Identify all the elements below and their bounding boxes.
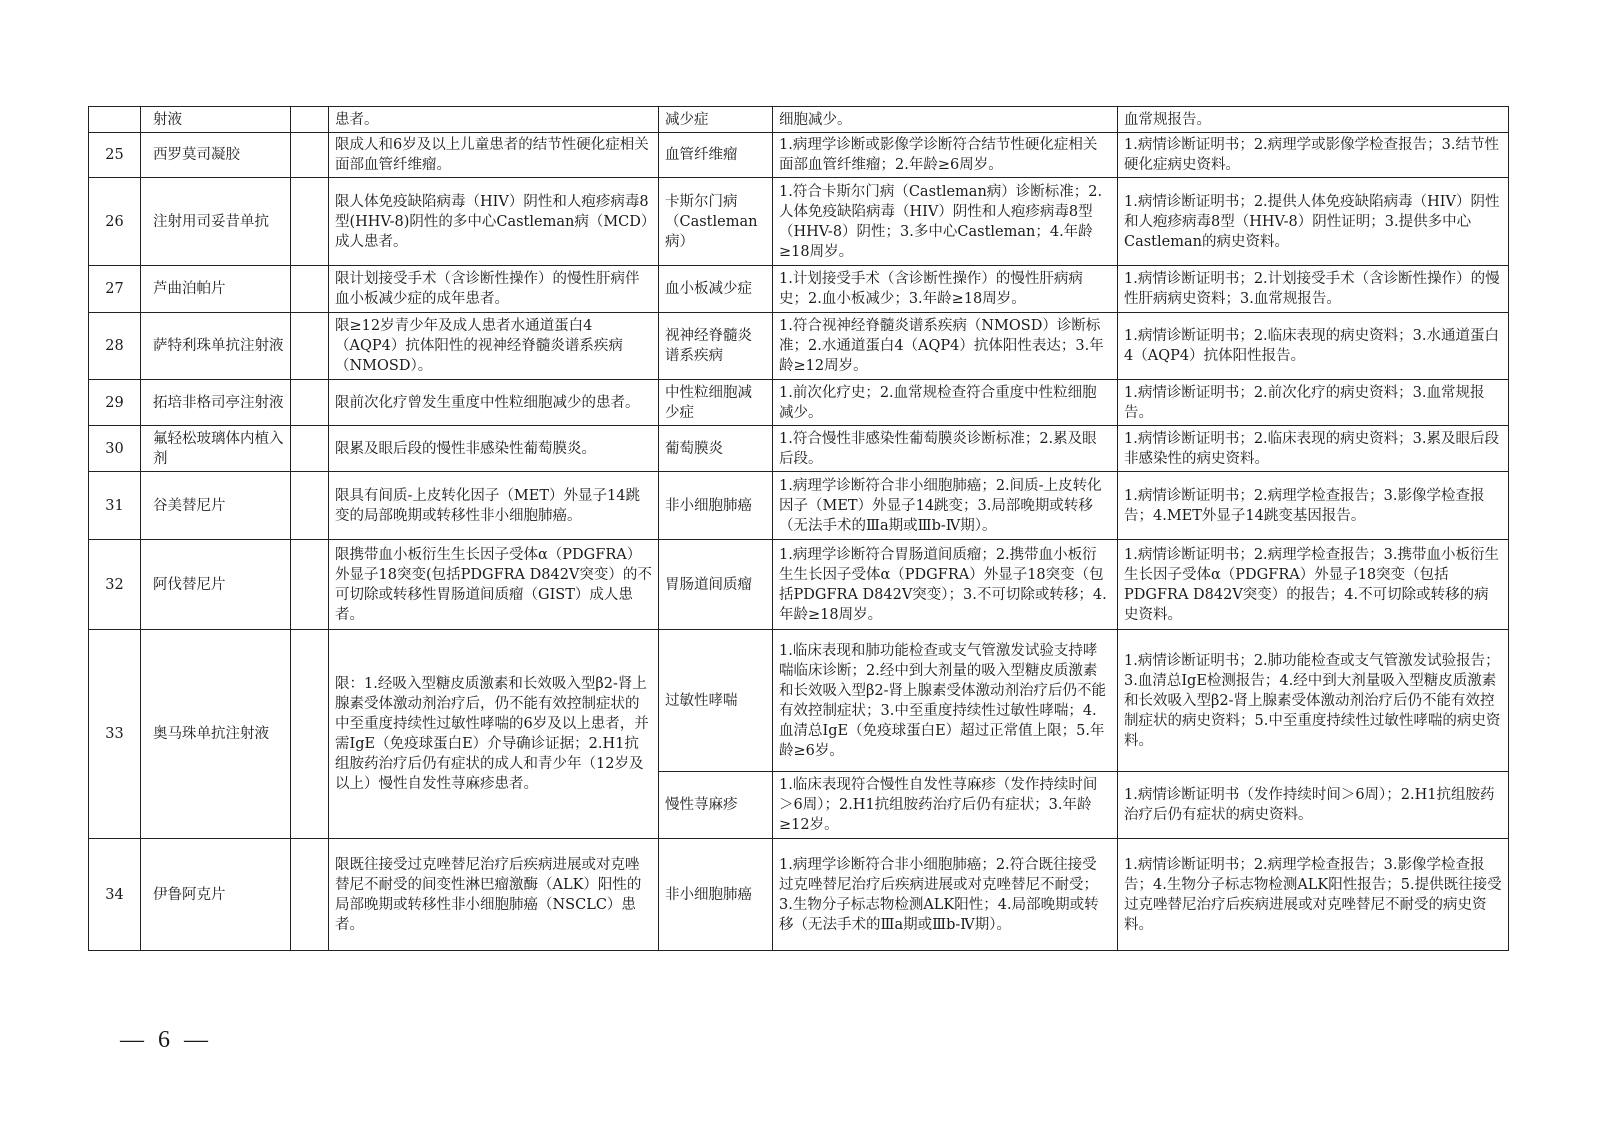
indication-cell: 血管纤维瘤 bbox=[659, 133, 773, 178]
materials-cell: 1.病情诊断证明书；2.临床表现的病史资料；3.累及眼后段非感染性的病史资料。 bbox=[1118, 426, 1509, 472]
blank-cell bbox=[291, 107, 329, 133]
indication-cell: 非小细胞肺癌 bbox=[659, 472, 773, 540]
blank-cell bbox=[291, 133, 329, 178]
limit-cell: 限前次化疗曾发生重度中性粒细胞减少的患者。 bbox=[329, 380, 659, 426]
limit-cell: 限≥12岁青少年及成人患者水通道蛋白4（AQP4）抗体阳性的视神经脊髓炎谱系疾病（NMOSD）。 bbox=[329, 313, 659, 380]
drug-name: 萨特利珠单抗注射液 bbox=[141, 313, 291, 380]
row-number: 27 bbox=[89, 266, 141, 313]
materials-cell: 1.病情诊断证明书；2.肺功能检查或支气管激发试验报告；3.血清总IgE检测报告；4.经中到大剂量吸入型糖皮质激素和长效吸入型β2-肾上腺素受体激动剂治疗后仍不能有效控制症状的病史资料；5.中至重度持续性过敏性哮喘的病史资料。 bbox=[1118, 630, 1509, 772]
table-row bbox=[89, 630, 1509, 772]
blank-cell bbox=[291, 266, 329, 313]
blank-cell bbox=[291, 426, 329, 472]
materials-cell: 1.病情诊断证明书；2.前次化疗的病史资料；3.血常规报告。 bbox=[1118, 380, 1509, 426]
indication-cell: 视神经脊髓炎谱系疾病 bbox=[659, 313, 773, 380]
blank-cell bbox=[291, 178, 329, 266]
limit-cell: 患者。 bbox=[329, 107, 659, 133]
table-row bbox=[89, 178, 1509, 266]
table-row bbox=[89, 133, 1509, 178]
row-number: 33 bbox=[89, 630, 141, 839]
materials-cell: 1.病情诊断证明书；2.病理学检查报告；3.携带血小板衍生生长因子受体α（PDGFRA）外显子18突变（包括PDGFRA D842V突变）的报告；4.不可切除或转移的病史资料。 bbox=[1118, 540, 1509, 630]
drug-name: 氟轻松玻璃体内植入剂 bbox=[141, 426, 291, 472]
table-row bbox=[89, 380, 1509, 426]
drug-name: 注射用司妥昔单抗 bbox=[141, 178, 291, 266]
row-number bbox=[89, 107, 141, 133]
criteria-cell: 1.病理学诊断符合胃肠道间质瘤；2.携带血小板衍生生长因子受体α（PDGFRA）外显子18突变（包括PDGFRA D842V突变）；3.不可切除或转移；4.年龄≥18周岁。 bbox=[773, 540, 1118, 630]
criteria-cell: 1.病理学诊断符合非小细胞肺癌；2.间质-上皮转化因子（MET）外显子14跳变；3.局部晚期或转移（无法手术的Ⅲa期或Ⅲb-Ⅳ期）。 bbox=[773, 472, 1118, 540]
limit-cell: 限成人和6岁及以上儿童患者的结节性硬化症相关面部血管纤维瘤。 bbox=[329, 133, 659, 178]
table-row-continued bbox=[89, 107, 1509, 133]
drug-name: 西罗莫司凝胶 bbox=[141, 133, 291, 178]
limit-cell: 限具有间质-上皮转化因子（MET）外显子14跳变的局部晚期或转移性非小细胞肺癌。 bbox=[329, 472, 659, 540]
table-row bbox=[89, 426, 1509, 472]
limit-cell: 限人体免疫缺陷病毒（HIV）阴性和人疱疹病毒8型(HHV-8)阴性的多中心Castleman病（MCD）成人患者。 bbox=[329, 178, 659, 266]
materials-cell: 1.病情诊断证明书；2.病理学检查报告；3.影像学检查报告；4.生物分子标志物检测ALK阳性报告；5.提供既往接受过克唑替尼治疗后疾病进展或对克唑替尼不耐受的病史资料。 bbox=[1118, 839, 1509, 951]
materials-cell: 1.病情诊断证明书（发作持续时间＞6周）；2.H1抗组胺药治疗后仍有症状的病史资料。 bbox=[1118, 772, 1509, 839]
table-row bbox=[89, 313, 1509, 380]
materials-cell: 1.病情诊断证明书；2.病理学检查报告；3.影像学检查报告；4.MET外显子14跳变基因报告。 bbox=[1118, 472, 1509, 540]
indication-cell: 胃肠道间质瘤 bbox=[659, 540, 773, 630]
drug-name: 谷美替尼片 bbox=[141, 472, 291, 540]
limit-cell: 限计划接受手术（含诊断性操作）的慢性肝病伴血小板减少症的成年患者。 bbox=[329, 266, 659, 313]
criteria-cell: 1.计划接受手术（含诊断性操作）的慢性肝病病史；2.血小板减少；3.年龄≥18周岁。 bbox=[773, 266, 1118, 313]
blank-cell bbox=[291, 839, 329, 951]
table-row bbox=[89, 266, 1509, 313]
criteria-cell: 1.病理学诊断符合非小细胞肺癌；2.符合既往接受过克唑替尼治疗后疾病进展或对克唑替尼不耐受；3.生物分子标志物检测ALK阳性；4.局部晚期或转移（无法手术的Ⅲa期或Ⅲb-Ⅳ期）。 bbox=[773, 839, 1118, 951]
blank-cell bbox=[291, 313, 329, 380]
limit-cell: 限携带血小板衍生生长因子受体α（PDGFRA）外显子18突变(包括PDGFRA D842V突变）的不可切除或转移性胃肠道间质瘤（GIST）成人患者。 bbox=[329, 540, 659, 630]
indication-cell: 过敏性哮喘 bbox=[659, 630, 773, 772]
indication-cell: 中性粒细胞减少症 bbox=[659, 380, 773, 426]
drug-name: 拓培非格司亭注射液 bbox=[141, 380, 291, 426]
drug-name: 阿伐替尼片 bbox=[141, 540, 291, 630]
indication-cell: 减少症 bbox=[659, 107, 773, 133]
materials-cell: 1.病情诊断证明书；2.计划接受手术（含诊断性操作）的慢性肝病病史资料；3.血常规报告。 bbox=[1118, 266, 1509, 313]
table-row bbox=[89, 540, 1509, 630]
materials-cell: 1.病情诊断证明书；2.提供人体免疫缺陷病毒（HIV）阴性和人疱疹病毒8型（HHV-8）阴性证明；3.提供多中心Castleman的病史资料。 bbox=[1118, 178, 1509, 266]
blank-cell bbox=[291, 630, 329, 839]
criteria-cell: 1.临床表现和肺功能检查或支气管激发试验支持哮喘临床诊断；2.经中到大剂量的吸入型糖皮质激素和长效吸入型β2-肾上腺素受体激动剂治疗后仍不能有效控制症状；3.中至重度持续性过敏性哮喘；4.血清总IgE（免疫球蛋白E）超过正常值上限；5.年龄≥6岁。 bbox=[773, 630, 1118, 772]
materials-cell: 1.病情诊断证明书；2.临床表现的病史资料；3.水通道蛋白4（AQP4）抗体阳性报告。 bbox=[1118, 313, 1509, 380]
row-number: 30 bbox=[89, 426, 141, 472]
row-number: 32 bbox=[89, 540, 141, 630]
blank-cell bbox=[291, 472, 329, 540]
row-number: 31 bbox=[89, 472, 141, 540]
materials-cell: 血常规报告。 bbox=[1118, 107, 1509, 133]
indication-cell: 葡萄膜炎 bbox=[659, 426, 773, 472]
row-number: 34 bbox=[89, 839, 141, 951]
materials-cell: 1.病情诊断证明书；2.病理学或影像学检查报告；3.结节性硬化症病史资料。 bbox=[1118, 133, 1509, 178]
indication-cell: 非小细胞肺癌 bbox=[659, 839, 773, 951]
criteria-cell: 1.符合视神经脊髓炎谱系疾病（NMOSD）诊断标准；2.水通道蛋白4（AQP4）抗体阳性表达；3.年龄≥12周岁。 bbox=[773, 313, 1118, 380]
criteria-cell: 1.符合慢性非感染性葡萄膜炎诊断标准；2.累及眼后段。 bbox=[773, 426, 1118, 472]
criteria-cell: 1.前次化疗史；2.血常规检查符合重度中性粒细胞减少。 bbox=[773, 380, 1118, 426]
blank-cell bbox=[291, 380, 329, 426]
table-row bbox=[89, 472, 1509, 540]
criteria-cell: 细胞减少。 bbox=[773, 107, 1118, 133]
row-number: 26 bbox=[89, 178, 141, 266]
criteria-cell: 1.病理学诊断或影像学诊断符合结节性硬化症相关面部血管纤维瘤；2.年龄≥6周岁。 bbox=[773, 133, 1118, 178]
drug-name: 射液 bbox=[141, 107, 291, 133]
row-number: 28 bbox=[89, 313, 141, 380]
drug-name: 伊鲁阿克片 bbox=[141, 839, 291, 951]
table-row bbox=[89, 839, 1509, 951]
limit-cell: 限既往接受过克唑替尼治疗后疾病进展或对克唑替尼不耐受的间变性淋巴瘤激酶（ALK）阳性的局部晚期或转移性非小细胞肺癌（NSCLC）患者。 bbox=[329, 839, 659, 951]
indication-cell: 血小板减少症 bbox=[659, 266, 773, 313]
row-number: 29 bbox=[89, 380, 141, 426]
drug-name: 芦曲泊帕片 bbox=[141, 266, 291, 313]
row-number: 25 bbox=[89, 133, 141, 178]
limit-cell: 限累及眼后段的慢性非感染性葡萄膜炎。 bbox=[329, 426, 659, 472]
criteria-cell: 1.临床表现符合慢性自发性荨麻疹（发作持续时间＞6周）；2.H1抗组胺药治疗后仍有症状；3.年龄≥12岁。 bbox=[773, 772, 1118, 839]
indication-cell: 卡斯尔门病（Castleman病） bbox=[659, 178, 773, 266]
page-number: — 6 — bbox=[120, 1027, 212, 1053]
limit-cell: 限：1.经吸入型糖皮质激素和长效吸入型β2-肾上腺素受体激动剂治疗后，仍不能有效控制症状的中至重度持续性过敏性哮喘的6岁及以上患者，并需IgE（免疫球蛋白E）介导确诊证据；2.H1抗组胺药治疗后仍有症状的成人和青少年（12岁及以上）慢性自发性荨麻疹患者。 bbox=[329, 630, 659, 839]
drug-name: 奥马珠单抗注射液 bbox=[141, 630, 291, 839]
blank-cell bbox=[291, 540, 329, 630]
indication-cell: 慢性荨麻疹 bbox=[659, 772, 773, 839]
criteria-cell: 1.符合卡斯尔门病（Castleman病）诊断标准；2.人体免疫缺陷病毒（HIV）阴性和人疱疹病毒8型（HHV-8）阴性；3.多中心Castleman；4.年龄≥18周岁。 bbox=[773, 178, 1118, 266]
drug-table bbox=[88, 106, 1509, 951]
